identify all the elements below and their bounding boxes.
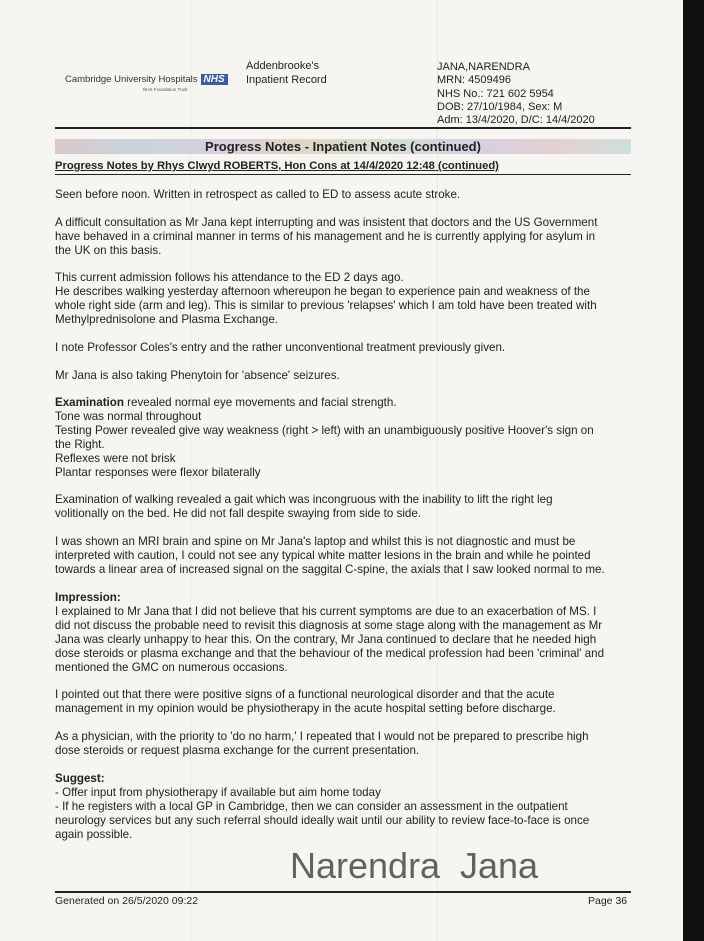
watermark-text: Jana bbox=[460, 845, 539, 886]
examination-paragraph bbox=[55, 396, 594, 479]
suggest-heading: Suggest: bbox=[55, 772, 105, 785]
text-line: Reflexes were not brisk bbox=[55, 451, 176, 465]
text-line: again possible. bbox=[55, 827, 133, 841]
paragraph bbox=[55, 493, 553, 521]
impression-heading: Impression: bbox=[55, 591, 121, 604]
text-line: As a physician, with the priority to 'do no harm,' I repeated that I would not be prepared to prescribe high bbox=[55, 730, 589, 743]
paragraph bbox=[55, 535, 605, 577]
hospital-logo bbox=[65, 74, 228, 85]
text-line: revealed normal eye movements and facial strength. bbox=[123, 396, 397, 409]
text-line: mentioned the GMC on numerous occasions. bbox=[55, 660, 288, 674]
text-line: did not discuss the probable need to revisit this diagnosis at some stage along with the management as Mr bbox=[55, 618, 603, 632]
divider bbox=[55, 174, 631, 175]
patient-nhs-number: NHS No.: 721 602 5954 bbox=[437, 87, 554, 100]
text-line: neurology services but any such referral should ideally wait until our ability to review face-to-face is once bbox=[55, 813, 590, 827]
text-line: the Right. bbox=[55, 437, 105, 451]
paragraph bbox=[55, 216, 597, 258]
record-line: Addenbrooke's bbox=[246, 60, 320, 72]
text-line: A difficult consultation as Mr Jana kept interrupting and was insistent that doctors and the US Government bbox=[55, 216, 598, 229]
text-line: management in my opinion would be physiotherapy in the acute hospital setting before discharge. bbox=[55, 701, 556, 715]
text-line: Methylprednisolone and Plasma Exchange. bbox=[55, 312, 278, 326]
patient-admission: Adm: 13/4/2020, D/C: 14/4/2020 bbox=[437, 114, 595, 127]
text-line: the UK on this basis. bbox=[55, 243, 162, 257]
watermark-text: Narendra bbox=[290, 845, 441, 886]
note-heading: Progress Notes by Rhys Clwyd ROBERTS, Hon Cons at 14/4/2020 12:48 (continued) bbox=[55, 160, 499, 172]
text-line: dose steroids or request plasma exchange for the current presentation. bbox=[55, 743, 420, 757]
text-line: This current admission follows his attendance to the ED 2 days ago. bbox=[55, 271, 404, 284]
trust-name: NHS Foundation Trust bbox=[143, 87, 188, 92]
nhs-badge: NHS bbox=[201, 74, 228, 85]
patient-mrn: MRN: 4509496 bbox=[437, 74, 511, 87]
text-line: dose steroids or plasma exchange and that the behaviour of the medical profession had been 'criminal' and bbox=[55, 646, 605, 660]
text-line: Testing Power revealed give way weakness (right > left) with an unambiguously positive Hoover's sign on bbox=[55, 423, 594, 437]
record-line: Inpatient Record bbox=[246, 73, 327, 86]
text-line: Mr Jana is also taking Phenytoin for 'absence' seizures. bbox=[55, 369, 340, 382]
text-line: have behaved in a criminal manner in terms of his management and he is currently applying for asylum in bbox=[55, 229, 596, 243]
text-line: towards a linear area of increased signal on the saggital C-spine, the axials that I saw looked normal to me. bbox=[55, 562, 605, 576]
patient-dob: DOB: 27/10/1984, Sex: M bbox=[437, 100, 563, 113]
text-line: I was shown an MRI brain and spine on Mr Jana's laptop and whilst this is not diagnostic and must be bbox=[55, 535, 576, 548]
text-line: Plantar responses were flexor bilaterally bbox=[55, 465, 261, 479]
text-line: He describes walking yesterday afternoon whereupon he began to experience pain and weakness of the bbox=[55, 284, 590, 298]
text-line: Examination of walking revealed a gait which was incongruous with the inability to lift the right leg bbox=[55, 493, 553, 506]
patient-name: JANA,NARENDRA bbox=[437, 61, 530, 73]
text-line: interpreted with caution, I could not see any typical white matter lesions in the brain and while he pointed bbox=[55, 548, 591, 562]
paragraph bbox=[55, 369, 340, 383]
footer-divider bbox=[55, 891, 631, 893]
text-line: I explained to Mr Jana that I did not believe that his current symptoms are due to an exacerbation of MS. I bbox=[55, 604, 597, 618]
paragraph bbox=[55, 188, 460, 202]
paragraph bbox=[55, 688, 556, 716]
patient-details bbox=[437, 61, 595, 127]
section-title: Progress Notes - Inpatient Notes (continued) bbox=[55, 139, 631, 154]
text-line: Jana was clearly unhappy to hear this. On the contrary, Mr Jana continued to declare that he needed high bbox=[55, 632, 597, 646]
record-type bbox=[246, 60, 327, 87]
paragraph bbox=[55, 271, 597, 327]
text-line: Seen before noon. Written in retrospect as called to ED to assess acute stroke. bbox=[55, 188, 461, 201]
suggest-paragraph bbox=[55, 772, 589, 842]
text-line: volitionally on the bed. He did not fall despite swaying from side to side. bbox=[55, 506, 422, 520]
text-line: whole right side (arm and leg). This is similar to previous 'relapses' which I am told have been treated with bbox=[55, 298, 597, 312]
paragraph bbox=[55, 341, 505, 355]
examination-heading: Examination bbox=[55, 396, 124, 409]
paragraph bbox=[55, 730, 589, 758]
divider bbox=[55, 127, 631, 129]
text-line: - Offer input from physiotherapy if available but aim home today bbox=[55, 785, 381, 799]
hospital-name: Cambridge University Hospitals bbox=[65, 74, 198, 85]
page-number: Page 36 bbox=[588, 895, 628, 907]
generated-date: Generated on 26/5/2020 09:22 bbox=[55, 895, 199, 907]
impression-paragraph bbox=[55, 591, 604, 674]
text-line: Tone was normal throughout bbox=[55, 409, 202, 423]
text-line: I pointed out that there were positive signs of a functional neurological disorder and that the acute bbox=[55, 688, 555, 701]
text-line: I note Professor Coles's entry and the rather unconventional treatment previously given. bbox=[55, 341, 506, 354]
text-line: - If he registers with a local GP in Cambridge, then we can consider an assessment in the outpatient bbox=[55, 799, 568, 813]
scan-edge bbox=[683, 0, 704, 941]
